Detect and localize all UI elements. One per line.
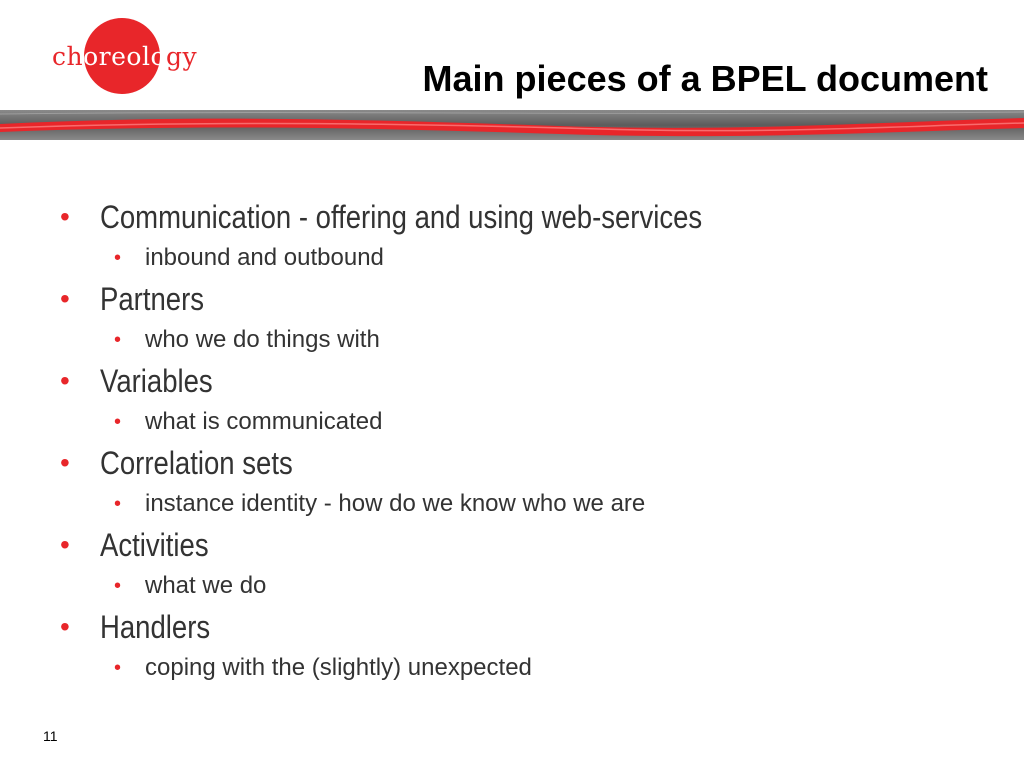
sub-bullet-text: what is communicated bbox=[145, 408, 383, 435]
sub-bullet-icon: • bbox=[114, 247, 122, 269]
bullet-text: Partners bbox=[100, 281, 205, 317]
bullet-icon: • bbox=[60, 201, 70, 232]
page-number: 11 bbox=[43, 728, 58, 744]
bullet-icon: • bbox=[60, 365, 70, 396]
sub-bullet-icon: • bbox=[114, 657, 122, 679]
bullet-list bbox=[58, 194, 988, 686]
bullet-text: Correlation sets bbox=[100, 445, 293, 481]
bullet-icon: • bbox=[60, 529, 70, 560]
sub-bullet-text: instance identity - how do we know who we are bbox=[145, 490, 646, 517]
slide-title: Main pieces of a BPEL document bbox=[422, 58, 988, 99]
sub-bullet-item bbox=[58, 322, 988, 358]
sub-bullet-icon: • bbox=[114, 329, 122, 351]
bullet-icon: • bbox=[60, 611, 70, 642]
bullet-text: Communication - offering and using web-services bbox=[100, 199, 703, 235]
sub-bullet-item bbox=[58, 568, 988, 604]
sub-bullet-icon: • bbox=[114, 575, 122, 597]
bullet-item bbox=[58, 440, 988, 486]
sub-bullet-text: who we do things with bbox=[145, 326, 380, 353]
sub-bullet-icon: • bbox=[114, 411, 122, 433]
bullet-text: Variables bbox=[100, 363, 213, 399]
sub-bullet-item bbox=[58, 486, 988, 522]
bullet-icon: • bbox=[60, 283, 70, 314]
sub-bullet-icon: • bbox=[114, 493, 122, 515]
sub-bullet-item bbox=[58, 650, 988, 686]
bullet-item bbox=[58, 604, 988, 650]
choreology-logo bbox=[50, 16, 200, 96]
sub-bullet-item bbox=[58, 404, 988, 440]
bullet-text: Activities bbox=[100, 527, 209, 563]
bullet-item bbox=[58, 522, 988, 568]
bullet-icon: • bbox=[60, 447, 70, 478]
bullet-item bbox=[58, 194, 988, 240]
bullet-text: Handlers bbox=[100, 609, 211, 645]
sub-bullet-text: coping with the (slightly) unexpected bbox=[145, 654, 532, 681]
bullet-item bbox=[58, 276, 988, 322]
bullet-item bbox=[58, 358, 988, 404]
logo-text: choreology bbox=[52, 42, 198, 71]
sub-bullet-text: inbound and outbound bbox=[145, 244, 384, 271]
header-swoosh-band bbox=[0, 110, 1024, 140]
sub-bullet-item bbox=[58, 240, 988, 276]
sub-bullet-text: what we do bbox=[145, 572, 267, 599]
